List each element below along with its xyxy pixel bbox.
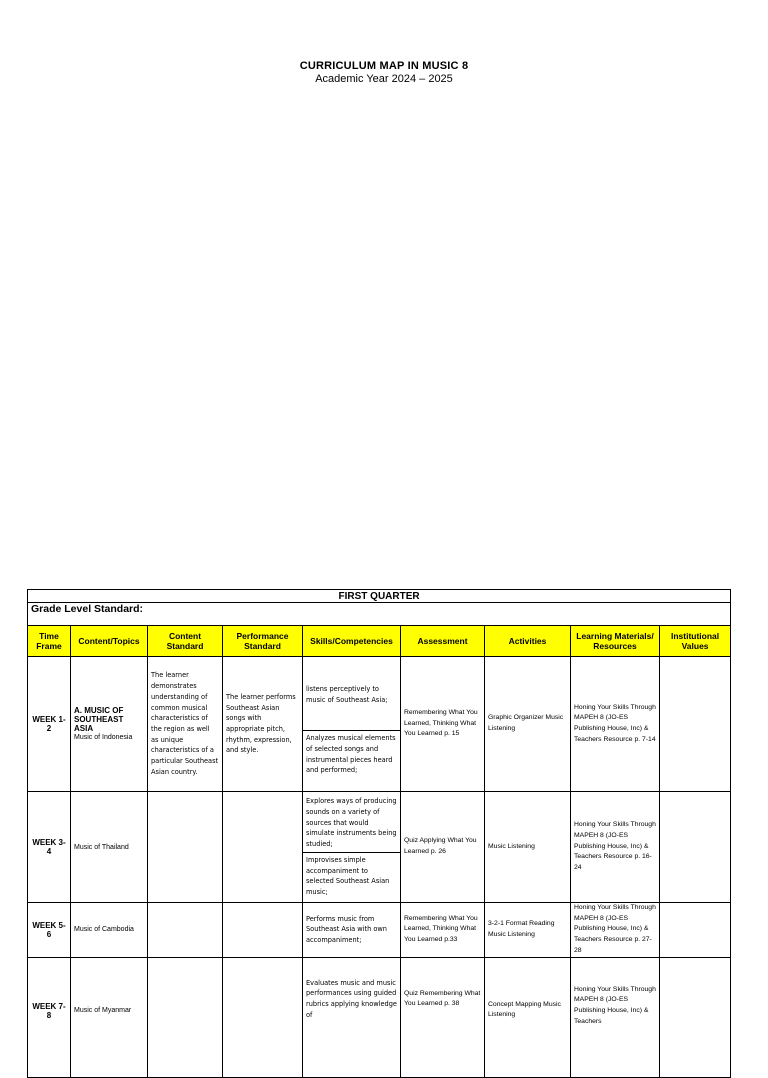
col-assessment: Assessment (401, 626, 485, 657)
week-cell: WEEK 5-6 (28, 903, 71, 958)
col-time-frame: Time Frame (28, 626, 71, 657)
performance-standard-cell (223, 792, 303, 903)
topic-heading: A. MUSIC OF SOUTHEAST ASIA (74, 706, 124, 733)
performance-standard-cell (223, 903, 303, 958)
performance-standard-cell: The learner performs Southeast Asian songs with appropriate pitch, rhythm, expression, and style. (223, 657, 303, 792)
table-row (28, 792, 731, 903)
grade-level-standard-row (28, 603, 731, 626)
curriculum-map-table (27, 589, 731, 1078)
materials-cell: Honing Your Skills Through MAPEH 8 (JO-ES Publishing House, Inc) & Teachers (571, 957, 660, 1077)
content-standard-cell: The learner demonstrates understanding of common musical characteristics of the region as well as unique characteristics of a particular Southeast Asian country. (148, 657, 223, 792)
skills-cell (303, 792, 401, 903)
grade-level-standard: Grade Level Standard: (28, 603, 731, 626)
skill-item: Improvises simple accompaniment to selected Southeast Asian music; (303, 852, 400, 900)
topic-cell (71, 657, 148, 792)
values-cell (660, 657, 731, 792)
activities-cell: Music Listening (485, 792, 571, 903)
skills-cell: Evaluates music and music performances using guided rubrics applying knowledge of (303, 957, 401, 1077)
topic-cell: Music of Cambodia (71, 903, 148, 958)
skill-item: Analyzes musical elements of selected songs and instrumental pieces heard and performed; (303, 730, 400, 778)
week-cell: WEEK 3-4 (28, 792, 71, 903)
values-cell (660, 957, 731, 1077)
activities-cell: 3-2-1 Format Reading Music Listening (485, 903, 571, 958)
content-standard-cell (148, 903, 223, 958)
table-row (28, 957, 731, 1077)
topic-cell: Music of Myanmar (71, 957, 148, 1077)
skill-item: listens perceptively to music of Southeast Asia; (306, 685, 388, 704)
values-cell (660, 903, 731, 958)
quarter-row (28, 590, 731, 603)
values-cell (660, 792, 731, 903)
col-content-topics: Content/Topics (71, 626, 148, 657)
content-standard-cell (148, 792, 223, 903)
col-materials: Learning Materials/ Resources (571, 626, 660, 657)
quarter-label: FIRST QUARTER (28, 590, 731, 603)
academic-year: Academic Year 2024 – 2025 (315, 73, 453, 85)
activities-cell: Concept Mapping Music Listening (485, 957, 571, 1077)
assessment-cell: Quiz Applying What You Learned p. 26 (401, 792, 485, 903)
col-performance-standard: Performance Standard (223, 626, 303, 657)
skills-cell (303, 657, 401, 792)
skills-cell: Performs music from Southeast Asia with own accompaniment; (303, 903, 401, 958)
table-row (28, 903, 731, 958)
materials-cell: Honing Your Skills Through MAPEH 8 (JO-ES Publishing House, Inc) & Teachers Resource p. 27-28 (571, 903, 660, 958)
col-activities: Activities (485, 626, 571, 657)
col-content-standard: Content Standard (148, 626, 223, 657)
document-title: CURRICULUM MAP IN MUSIC 8 (299, 60, 469, 72)
header-row (28, 626, 731, 657)
week-cell: WEEK 7-8 (28, 957, 71, 1077)
performance-standard-cell (223, 957, 303, 1077)
content-standard-cell (148, 957, 223, 1077)
activities-cell: Graphic Organizer Music Listening (485, 657, 571, 792)
assessment-cell: Remembering What You Learned, Thinking What You Learned p. 15 (401, 657, 485, 792)
skill-item: Explores ways of producing sounds on a variety of sources that would simulate instruments being studied; (306, 797, 397, 849)
materials-cell: Honing Your Skills Through MAPEH 8 (JO-ES Publishing House, Inc) & Teachers Resource p. 16-24 (571, 792, 660, 903)
col-values: Institutional Values (660, 626, 731, 657)
topic-text: Music of Indonesia (74, 734, 133, 741)
assessment-cell: Remembering What You Learned, Thinking What You Learned p.33 (401, 903, 485, 958)
table-row (28, 657, 731, 792)
materials-cell: Honing Your Skills Through MAPEH 8 (JO-ES Publishing House, Inc) & Teachers Resource p. 7-14 (571, 657, 660, 792)
document-header (0, 60, 768, 85)
col-skills: Skills/Competencies (303, 626, 401, 657)
topic-cell: Music of Thailand (71, 792, 148, 903)
week-cell: WEEK 1-2 (28, 657, 71, 792)
assessment-cell: Quiz Remembering What You Learned p. 38 (401, 957, 485, 1077)
